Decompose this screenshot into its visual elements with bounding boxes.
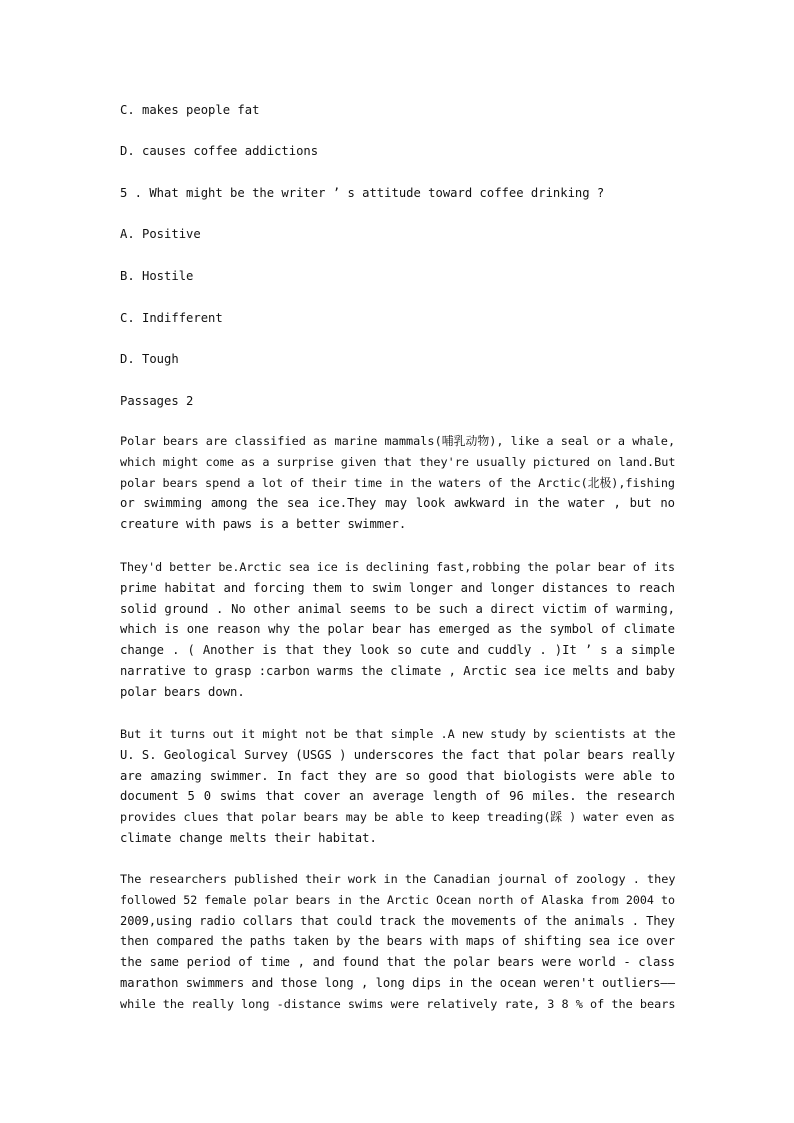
text-line: They'd better be.Arctic sea ice is declining fast,robbing the polar bear of its xyxy=(120,560,675,574)
option-c-q4: C. makes people fat xyxy=(120,103,260,117)
text-line: creature with paws is a better swimmer. xyxy=(120,517,407,532)
paragraph-4 xyxy=(120,869,675,1015)
paragraph-1 xyxy=(120,431,675,535)
text-line: followed 52 female polar bears in the Arctic Ocean north of Alaska from 2004 to xyxy=(120,892,675,907)
text-line: while the really long -distance swims were relatively rate, 3 8 % of the bears xyxy=(120,996,676,1011)
option-a-q5: A. Positive xyxy=(120,227,201,241)
text-line: then compared the paths taken by the bears with maps of shifting sea ice over xyxy=(120,934,675,949)
text-line: But it turns out it might not be that simple .A new study by scientists at the xyxy=(120,727,676,741)
text-line: solid ground . No other animal seems to be such a direct victim of warming, xyxy=(120,601,675,616)
option-c-q5: C. Indifferent xyxy=(120,311,223,325)
passage-heading: Passages 2 xyxy=(120,394,194,408)
text-line: Polar bears are classified as marine mammals(哺乳动物), like a seal or a whale, xyxy=(120,434,676,448)
text-line: climate change melts their habitat. xyxy=(120,830,377,845)
text-line: or swimming among the sea ice.They may look awkward in the water , but no xyxy=(120,496,675,511)
paragraph-2 xyxy=(120,557,675,703)
text-line: change . ( Another is that they look so cute and cuddly . )It ’ s a simple xyxy=(120,643,675,658)
text-line: 2009,using radio collars that could track the movements of the animals . They xyxy=(120,913,675,928)
text-line: U. S. Geological Survey (USGS ) underscores the fact that polar bears really xyxy=(120,747,675,762)
text-line: are amazing swimmer. In fact they are so good that biologists were able to xyxy=(120,768,675,783)
text-line: the same period of time , and found that the polar bears were world - class xyxy=(120,955,675,970)
text-line: The researchers published their work in the Canadian journal of zoology . they xyxy=(120,872,676,886)
text-line: marathon swimmers and those long , long dips in the ocean weren't outliers—— xyxy=(120,975,675,990)
text-line: document 5 0 swims that cover an average length of 96 miles. the research xyxy=(120,789,675,804)
text-line: polar bears spend a lot of their time in the waters of the Arctic(北极),fishing xyxy=(120,475,675,490)
option-b-q5: B. Hostile xyxy=(120,269,194,283)
paragraph-3 xyxy=(120,724,675,849)
text-line: prime habitat and forcing them to swim longer and longer distances to reach xyxy=(120,580,675,595)
option-d-q5: D. Tough xyxy=(120,352,179,366)
text-line: narrative to grasp :carbon warms the climate , Arctic sea ice melts and baby xyxy=(120,663,675,678)
text-line: which might come as a surprise given that they're usually pictured on land.But xyxy=(120,454,676,469)
option-d-q4: D. causes coffee addictions xyxy=(120,144,319,158)
text-line: polar bears down. xyxy=(120,684,245,699)
text-line: provides clues that polar bears may be able to keep treading(踩 ) water even as xyxy=(120,810,675,825)
text-line: which is one reason why the polar bear has emerged as the symbol of climate xyxy=(120,622,675,637)
question-5: 5 . What might be the writer ’ s attitude toward coffee drinking ? xyxy=(120,186,605,200)
